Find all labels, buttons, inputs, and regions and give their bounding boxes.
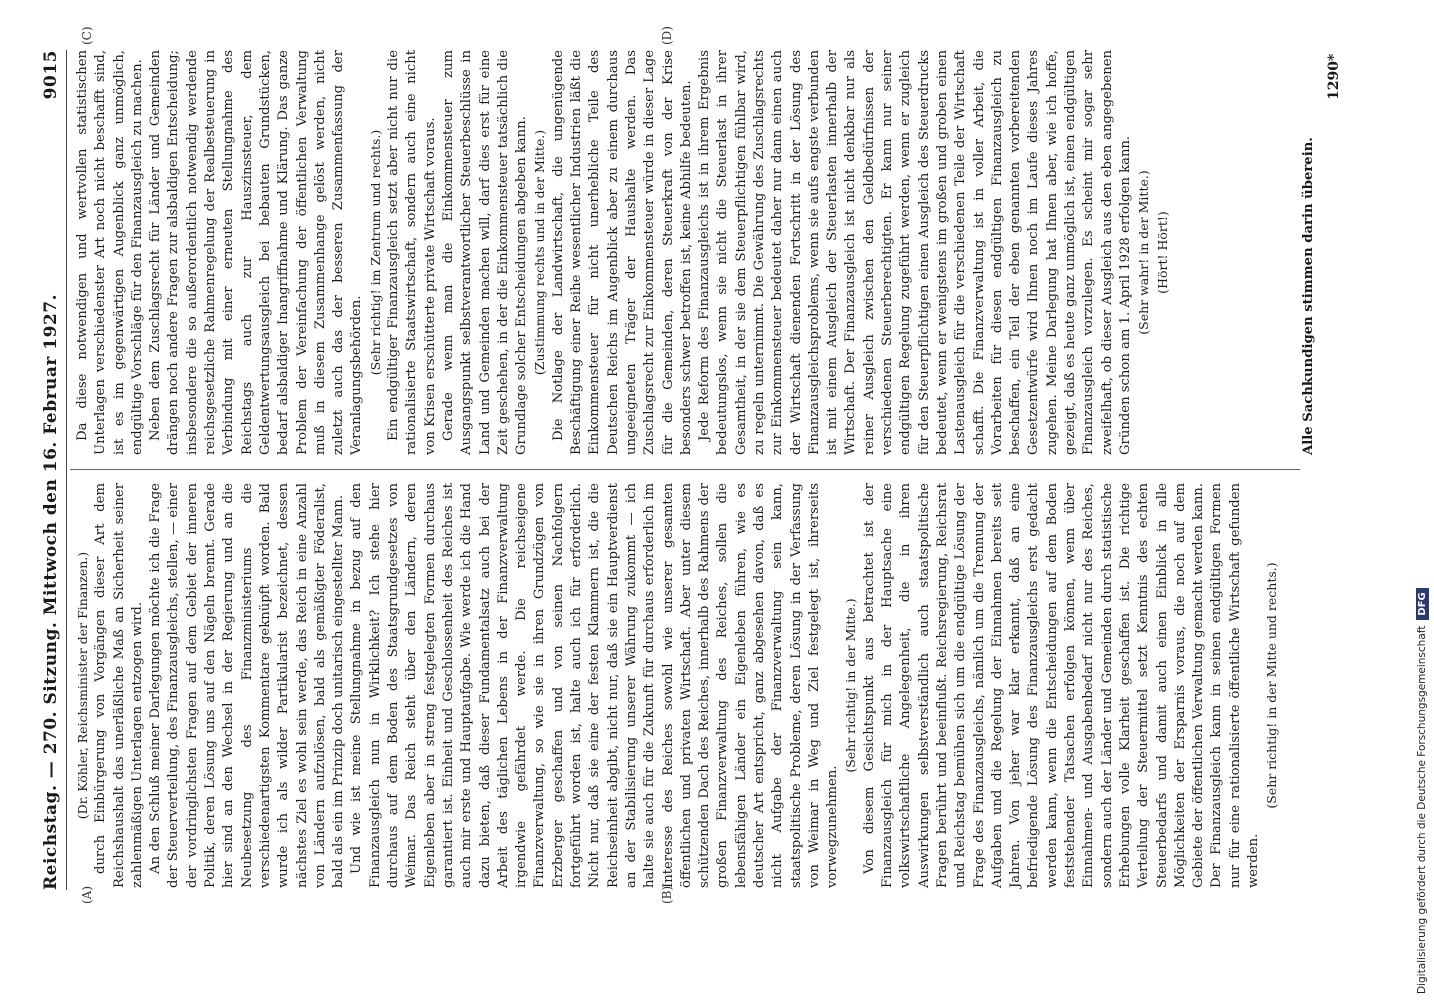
interjection: (Sehr richtig! im Zentrum und rechts.)	[367, 129, 383, 376]
speaker-line: (Dr. Köhler, Reichsminister der Finanzen.)	[75, 551, 90, 820]
paragraph: Neben dem Zuschlagsrecht für Länder und Gemeinden drängen noch andere Fragen zur alsbaldigen Entscheidung; insbesondere die so außerordentlich notwendig werdende reichsgesetzliche Rahmenregelung der Realbesteuerung in Verbindung mit einer erneuten Stellungnahme des Reichstags auch zur Hauszinssteuer, dem Geldentwertungsausgleich bei bebauten Grundstücken, bedarf alsbaldiger Inangriffnahme und Klärung. Das ganze Problem der Vereinfachung der öffentlichen Verwaltung muß in diesem Zusammenhange gelöst werden, nicht zuletzt auch das der besseren Zusammenfassung der Veranlagungsbehörden.	[148, 50, 365, 455]
paragraph: Und wie ist meine Stellungnahme in bezug auf den Finanzausgleich nun in Wirklichkeit? Ich stehe hier durchaus auf dem Boden des Staatsgrundgesetzes von Weimar. Das Reich steht über den Ländern, deren Eigenleben aber in streng festgelegten Formen durchaus garantiert ist. Einheit und Geschlossenheit des Reiches ist auch mir erste und Hauptaufgabe. Wie werde ich die Hand dazu bieten, daß dieser Fundamentalsatz auch bei der Arbeit des täglichen Lebens in der Finanzverwaltung irgendwie gefährdet werde. Die reichseigene Finanzverwaltung, so wie sie in ihren Grundzügen von Erzberger geschaffen und von seinen Nachfolgern fortgeführt worden ist, halte auch ich für erforderlich. Nicht nur, daß sie eine der festen Klammern ist, die die Reichseinheit abgibt, nicht nur, daß sie ein Hauptverdienst an der Stabilisierung unserer Währung zukommt — ich halte sie auch für die Zukunft für durchaus erforderlich im Interesse des Reiches sowohl wie unserer gesamten öffentlichen und privaten Wirtschaft. Aber unter diesem schützenden Dach des Reiches, innerhalb des Rahmens der großen Finanzverwaltung des Reiches, sollen die lebensfähigen Länder ein Eigenleben führen, wie es deutscher Art entspricht, ganz abgesehen davon, daß es nicht Aufgabe der Finanzverwaltung sein kann, staatspolitische Probleme, deren Lösung in der Verfassung von Weimar in Weg und Ziel festgelegt ist, ihrerseits vorwegzunehmen.	[349, 483, 841, 888]
paragraph: durch Einbürgerung von Vorgängen dieser Art dem Reichshaushalt das unerläßliche Maß an Sicherheit seiner zahlenmäßigen Unterlagen entzogen wird.	[93, 483, 145, 888]
closing-line: Alle Sachkundigen stimmen darin überein.	[1301, 137, 1316, 455]
interjection: (Sehr wahr! in der Mitte.)	[1136, 170, 1152, 335]
right-column	[74, 50, 1304, 455]
paragraph: Jede Reform des Finanzausgleichs ist in ihrem Ergebnis bedeutungslos, wenn sie nicht die Steuerlast in ihrer Gesamtheit, in der sie dem Steuerpflichtigen fühlbar wird, zu regeln unternimmt. Die Gewährung des Zuschlagsrechts zur Einkommensteuer bedeutet daher nur dann einen auch der Wirtschaft dienenden Fortschritt in der Lösung des Finanzausgleichsproblems, wenn sie aufs engste verbunden ist mit einem Ausgleich der Steuerlasten innerhalb der Wirtschaft. Der Finanzausgleich ist nicht denkbar nur als reiner Ausgleich zwischen den Geldbedürfnissen der verschiedenen Steuerberechtigten. Er kann nur seiner endgültigen Regelung zugeführt werden, wenn er zugleich für den Steuerpflichtigen einen Ausgleich des Steuerdrucks bedeutet, wenn er wenigstens im großen und groben einen Lastenausgleich für die verschiedenen Teile der Wirtschaft schafft. Die Finanzverwaltung ist in voller Arbeit, die Vorarbeiten für diesen endgültigen Finanzausgleich zu beschaffen, ein Teil der eben genannten vorbereitenden Gesetzentwürfe wird Ihnen noch im Laufe dieses Jahres zugehen. Meine Darlegung hat Ihnen aber, wie ich hoffe, gezeigt, daß es heute ganz unmöglich ist, einen endgültigen Finanzausgleich vorzulegen. Es scheint mir sogar sehr zweifelhaft, ob dieser Ausgleich aus den eben angegebenen Gründen schon am 1. April 1928 erfolgen kann.	[697, 50, 1133, 455]
column-divider	[70, 469, 1300, 470]
digitization-note	[1410, 0, 1434, 1000]
margin-mark-a: (A)	[80, 885, 94, 904]
paragraph: Von diesem Gesichtspunkt aus betrachtet ist der Finanzausgleich für mich in der Hauptsache eine volkswirtschaftliche Angelegenheit, die in ihren Auswirkungen selbstverständlich auch staatspolitische Fragen berührt und beeinflußt. Reichsregierung, Reichsrat und Reichstag bemühen sich um die endgültige Lösung der Frage des Finanzausgleichs, nämlich um die Trennung der Aufgaben und die Regelung der Einnahmen bereits seit Jahren. Von jeher war klar erkannt, daß an eine befriedigende Lösung des Finanzausgleichs erst gedacht werden kann, wenn die Entscheidungen auf dem Boden feststehender Tatsachen erfolgen können, wenn über Einnahmen- und Ausgabenbedarf nicht nur des Reiches, sondern auch der Länder und Gemeinden durch statistische Erhebungen volle Klarheit geschaffen ist. Die richtige Verteilung der Steuermittel setzt Kenntnis des echten Steuerbedarfs und damit auch einen Einblick in alle Möglichkeiten der Ersparnis voraus, die noch auf dem Gebiete der öffentlichen Verwaltung gemacht werden kann. Der Finanzausgleich kann in seinen endgültigen Formen nur für eine rationalisierte öffentliche Wirtschaft gefunden werden.	[861, 483, 1261, 888]
interjection: (Hört! Hört!)	[1154, 211, 1170, 294]
interjection: (Sehr richtig! in der Mitte und rechts.)	[1264, 562, 1280, 809]
page-number: 9015	[41, 50, 61, 100]
interjection: (Sehr richtig! in der Mitte.)	[843, 598, 859, 773]
margin-mark-b: (B)	[660, 885, 674, 904]
paragraph: Ein endgültiger Finanzausgleich setzt aber nicht nur die rationalisierte Staatswirtschaft, sondern auch eine nicht von Krisen erschütterte private Wirtschaft voraus.	[386, 50, 438, 455]
interjection: (Zustimmung rechts und in der Mitte.)	[532, 129, 548, 376]
header-rule	[66, 50, 67, 890]
dfg-logo: DFG	[1416, 588, 1429, 619]
margin-mark-c: (C)	[80, 26, 94, 45]
margin-mark-d: (D)	[660, 26, 674, 45]
paragraph: Gerade wenn man die Einkommensteuer zum Ausgangspunkt selbstverantwortlicher Steuerbeschlüsse in Land und Gemeinden machen will, darf dies erst für eine Zeit geschehen, in der die Einkommensteuer tatsächlich die Grundlage solcher Entscheidungen abgeben kann.	[440, 50, 530, 455]
paragraph: An den Schluß meiner Darlegungen möchte ich die Frage der Steuerverteilung, des Finanzausgleichs, stellen, — einer der vordringlichsten Fragen auf dem Gebiet der inneren Politik, deren Lösung uns auf den Nägeln brennt. Gerade hier sind an den Wechsel in der Regierung und an die Neubesetzung des Finanzministeriums die verschiedenartigsten Kommentare geknüpft worden. Bald wurde ich als wilder Partikularist bezeichnet, dessen nächstes Ziel es wohl sein werde, das Reich in eine Anzahl von Ländern aufzulösen, bald als gemäßigter Föderalist, bald als ein im Prinzip doch unitarisch eingestellter Mann.	[148, 483, 347, 888]
page-header	[38, 50, 64, 890]
paragraph: Die Notlage der Landwirtschaft, die ungenügende Beschäftigung einer Reihe wesentlicher Industrien läßt die Einkommensteuer für nicht unerhebliche Teile des Deutschen Reichs im Augenblick aber zu einem durchaus ungeeigneten Träger der Haushalte werden. Das Zuschlagsrecht zur Einkommensteuer würde in dieser Lage für die Gemeinden, deren Steuerkraft von der Krise besonders schwer betroffen ist, keine Abhilfe bedeuten.	[550, 50, 694, 455]
digitization-text: Digitalisierung gefördert durch die Deutsche Forschungsgemeinschaft	[1416, 625, 1428, 994]
left-column	[74, 483, 1304, 888]
paragraph: Da diese notwendigen und wertvollen statistischen Unterlagen verschiedenster Art noch nicht beschafft sind, ist es im gegenwärtigen Augenblick ganz unmöglich, endgültige Vorschläge für den Finanzausgleich zu machen.	[75, 50, 145, 455]
footer-page-number: 1290*	[1326, 53, 1342, 100]
header-title: Reichstag. — 270. Sitzung. Mittwoch den 16. Februar 1927.	[41, 293, 61, 890]
